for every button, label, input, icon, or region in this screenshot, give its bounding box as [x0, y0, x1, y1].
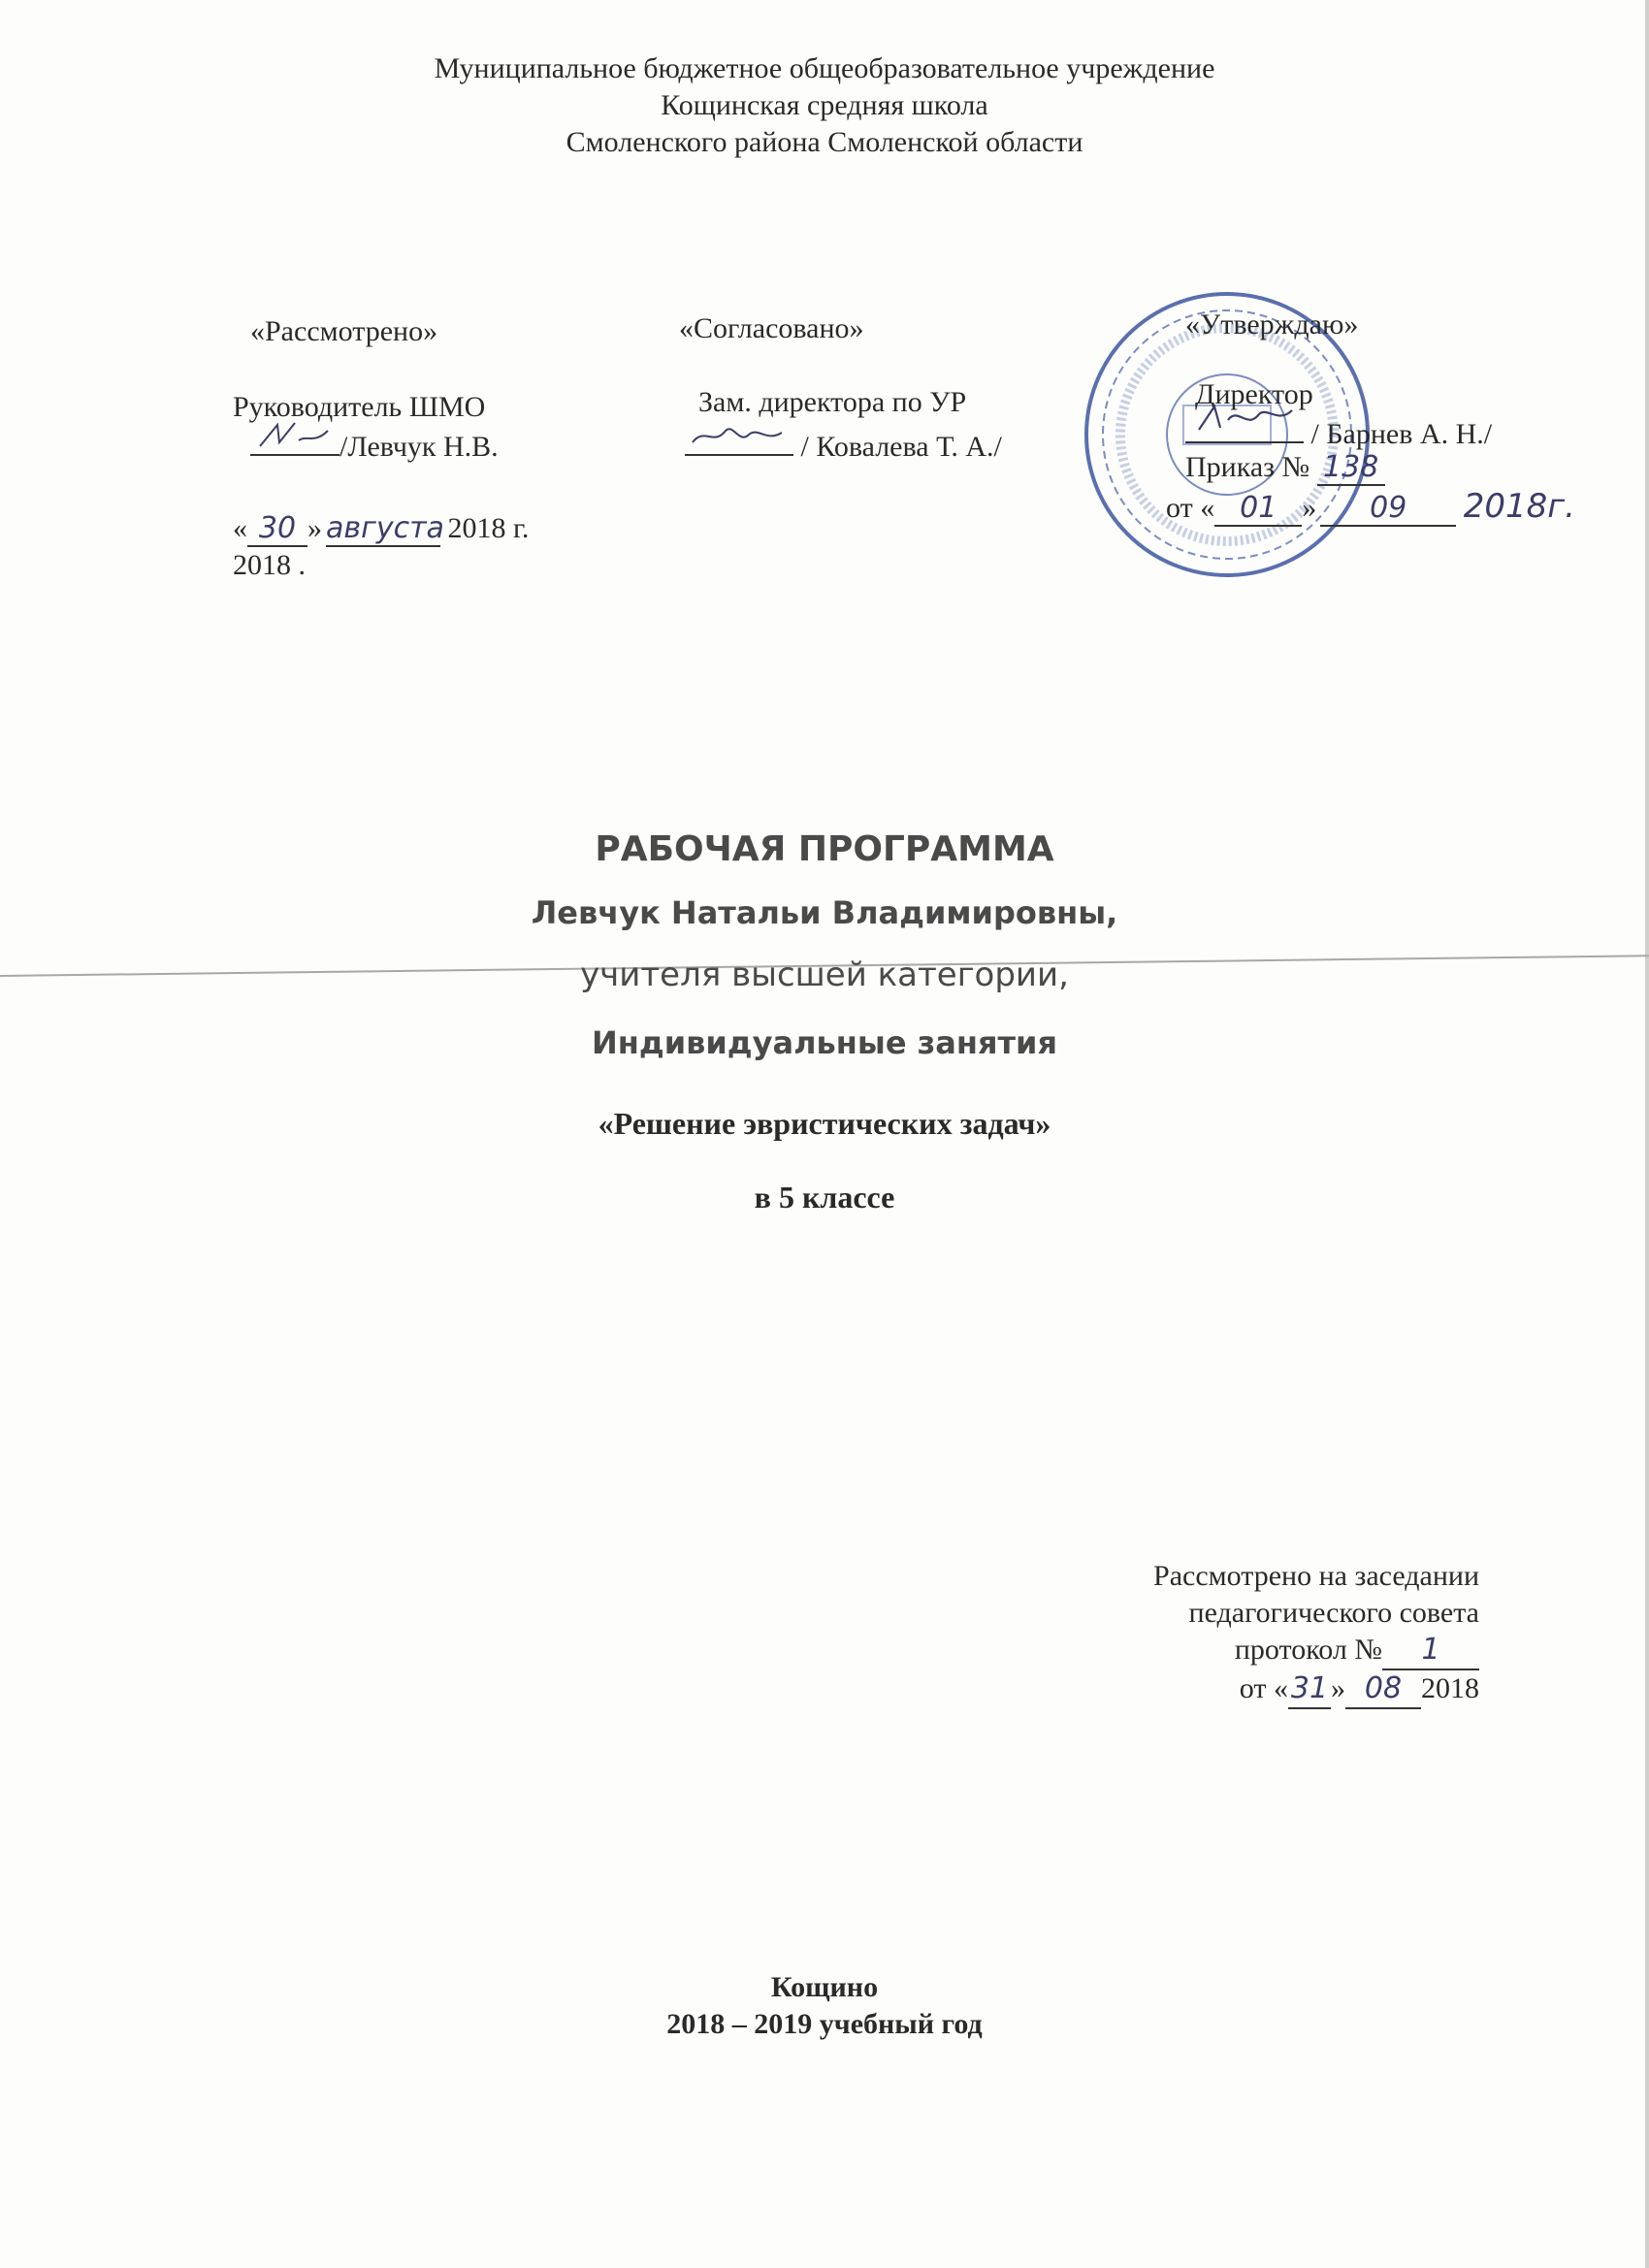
program-type: Индивидуальные занятия — [591, 1024, 1058, 1061]
council-date-month: 08 — [1345, 1670, 1421, 1709]
council-line-1: Рассмотрено на заседании — [1153, 1560, 1479, 1592]
approved-role: Директор — [1195, 378, 1313, 410]
council-date — [970, 1670, 1479, 1709]
footer-place: Кощино — [770, 1971, 879, 2003]
council-protocol-label: протокол № — [1234, 1634, 1382, 1666]
approved-signature-line — [1185, 414, 1492, 451]
council-date-prefix: от « — [1239, 1672, 1288, 1704]
header-line-1: Муниципальное бюджетное общеобразовательное учреждение — [434, 52, 1215, 84]
approved-date-mid: » — [1302, 492, 1317, 524]
reviewed-name: /Левчук Н.В. — [340, 431, 499, 463]
date-open-quote: « — [233, 512, 247, 544]
reviewed-date-day: 30 — [247, 512, 307, 547]
signature-icon — [1185, 401, 1304, 439]
approved-order-number: 138 — [1317, 451, 1385, 486]
reviewed-signature-line — [250, 427, 499, 464]
signature-icon — [685, 417, 793, 452]
program-author: Левчук Натальи Владимировны, — [531, 894, 1118, 931]
council-protocol — [970, 1632, 1479, 1670]
program-position: учителя высшей категории, — [580, 956, 1069, 994]
agreed-role: Зам. директора по УР — [698, 386, 967, 418]
approved-title: «Утверждаю» — [1185, 308, 1359, 340]
council-date-day: 31 — [1288, 1670, 1331, 1709]
reviewed-signature — [250, 427, 340, 456]
approved-signature — [1185, 414, 1304, 443]
school-header — [0, 50, 1649, 161]
header-line-3: Смоленского района Смоленской области — [566, 126, 1083, 158]
council-line-2: педагогического совета — [1188, 1597, 1479, 1629]
reviewed-extra: 2018 . — [233, 549, 306, 581]
reviewed-role: Руководитель ШМО — [233, 391, 486, 423]
council-block — [970, 1558, 1479, 1709]
approved-date-prefix: от « — [1166, 492, 1215, 524]
agreed-title: «Согласовано» — [679, 312, 864, 344]
approved-date — [1166, 487, 1575, 527]
footer-year: 2018 – 2019 учебный год — [666, 2008, 983, 2040]
program-course: «Решение эвристических задач» — [598, 1106, 1051, 1141]
signature-icon — [250, 417, 340, 452]
council-date-mid: » — [1331, 1672, 1345, 1704]
council-protocol-number: 1 — [1382, 1632, 1479, 1670]
approved-date-year: 2018г. — [1463, 487, 1575, 526]
date-close-quote: » — [307, 512, 322, 544]
reviewed-date — [233, 512, 529, 547]
reviewed-title: «Рассмотрено» — [250, 315, 438, 347]
agreed-signature — [685, 427, 793, 456]
agreed-signature-line — [685, 427, 1002, 464]
header-line-2: Кощинская средняя школа — [661, 89, 988, 121]
council-date-year: 2018 — [1421, 1672, 1479, 1704]
reviewed-date-month: августа — [326, 511, 444, 545]
approved-name: / Барнев А. Н./ — [1310, 418, 1493, 450]
agreed-name: / Ковалева Т. А./ — [800, 431, 1002, 463]
reviewed-date-year: 2018 г. — [447, 512, 530, 544]
approved-order-label: Приказ № — [1185, 451, 1310, 483]
program-title: РАБОЧАЯ ПРОГРАММА — [595, 829, 1054, 869]
approved-date-day: 01 — [1214, 492, 1302, 527]
program-grade: в 5 классе — [754, 1180, 895, 1215]
approved-order — [1185, 451, 1385, 486]
approved-date-month: 09 — [1320, 492, 1456, 527]
